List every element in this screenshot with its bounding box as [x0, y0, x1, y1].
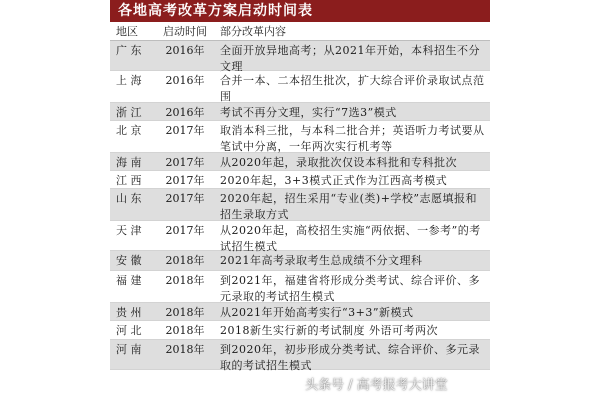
table-row	[110, 71, 490, 103]
row-region: 福 建	[116, 274, 142, 287]
row-content: 2020年起，3+3模式正式作为江西高考模式	[220, 174, 448, 187]
row-region: 江 西	[116, 174, 142, 187]
table-row	[110, 153, 490, 171]
row-region: 浙 江	[116, 106, 142, 119]
row-region: 贵 州	[116, 306, 142, 319]
table-row	[110, 271, 490, 303]
table-row	[110, 321, 490, 340]
table-row	[110, 251, 490, 271]
document-page	[110, 0, 490, 400]
row-content: 2021年高考录取考生总成绩不分文理科	[220, 254, 423, 267]
row-year: 2018年	[165, 306, 205, 319]
row-region: 北 京	[116, 124, 142, 137]
row-year: 2018年	[165, 343, 205, 356]
table-row	[110, 41, 490, 71]
row-year: 2017年	[165, 156, 205, 169]
row-region: 山 东	[116, 192, 142, 205]
row-content: 取消本科三批，与本科二批合并；英语听力考试要从笔试中分离，一年两次实行机考等	[220, 124, 485, 153]
watermark: 头条号 / 高考报考大讲堂	[305, 378, 448, 393]
row-region: 河 南	[116, 343, 142, 356]
row-region: 河 北	[116, 324, 142, 337]
table-row	[110, 340, 490, 370]
row-region: 天 津	[116, 224, 142, 237]
table-row	[110, 221, 490, 251]
row-year: 2017年	[165, 174, 205, 187]
row-region: 海 南	[116, 156, 142, 169]
row-region: 广 东	[116, 44, 142, 57]
table-row	[110, 189, 490, 221]
header-year: 启动时间	[163, 25, 207, 38]
row-year: 2018年	[165, 254, 205, 267]
row-content: 2020年起，招生采用“专业(类)+学校”志愿填报和招生录取方式	[220, 192, 478, 221]
table-header	[110, 22, 490, 41]
row-content: 合并一本、二本招生批次，扩大综合评价录取试点范围	[220, 74, 485, 103]
row-content: 2018新生实行新的考试制度 外语可考两次	[220, 324, 438, 337]
row-year: 2017年	[165, 124, 205, 137]
table-row	[110, 171, 490, 189]
table-row	[110, 121, 490, 153]
row-year: 2016年	[165, 74, 205, 87]
row-content: 从2020年起，高校招生实施“两依据、一参考”的考试招生模式	[220, 224, 481, 253]
row-year: 2016年	[165, 106, 205, 119]
row-region: 安 徽	[116, 254, 142, 267]
row-content: 从2021年开始高考实行“3+3”新模式	[220, 306, 414, 319]
table-row	[110, 103, 490, 121]
row-content: 考试不再分文理，实行“7选3”模式	[220, 106, 397, 119]
row-region: 上 海	[116, 74, 142, 87]
table-title: 各地高考改革方案启动时间表	[110, 0, 490, 22]
row-year: 2018年	[165, 274, 205, 287]
row-year: 2016年	[165, 44, 205, 57]
row-content: 从2020年起，录取批次仅设本科批和专科批次	[220, 156, 457, 169]
row-content: 到2020年，初步形成分类考试、综合评价、多元录取的考试招生模式	[220, 343, 480, 372]
row-year: 2018年	[165, 324, 205, 337]
row-year: 2017年	[165, 224, 205, 237]
row-content: 全面开放异地高考；从2021年开始，本科招生不分文理	[220, 44, 480, 73]
row-year: 2017年	[165, 192, 205, 205]
row-content: 到2021年，福建省将形成分类考试、综合评价、多元录取的考试招生模式	[220, 274, 480, 303]
table-row	[110, 303, 490, 321]
header-content: 部分改革内容	[220, 25, 286, 38]
header-region: 地区	[116, 25, 138, 38]
